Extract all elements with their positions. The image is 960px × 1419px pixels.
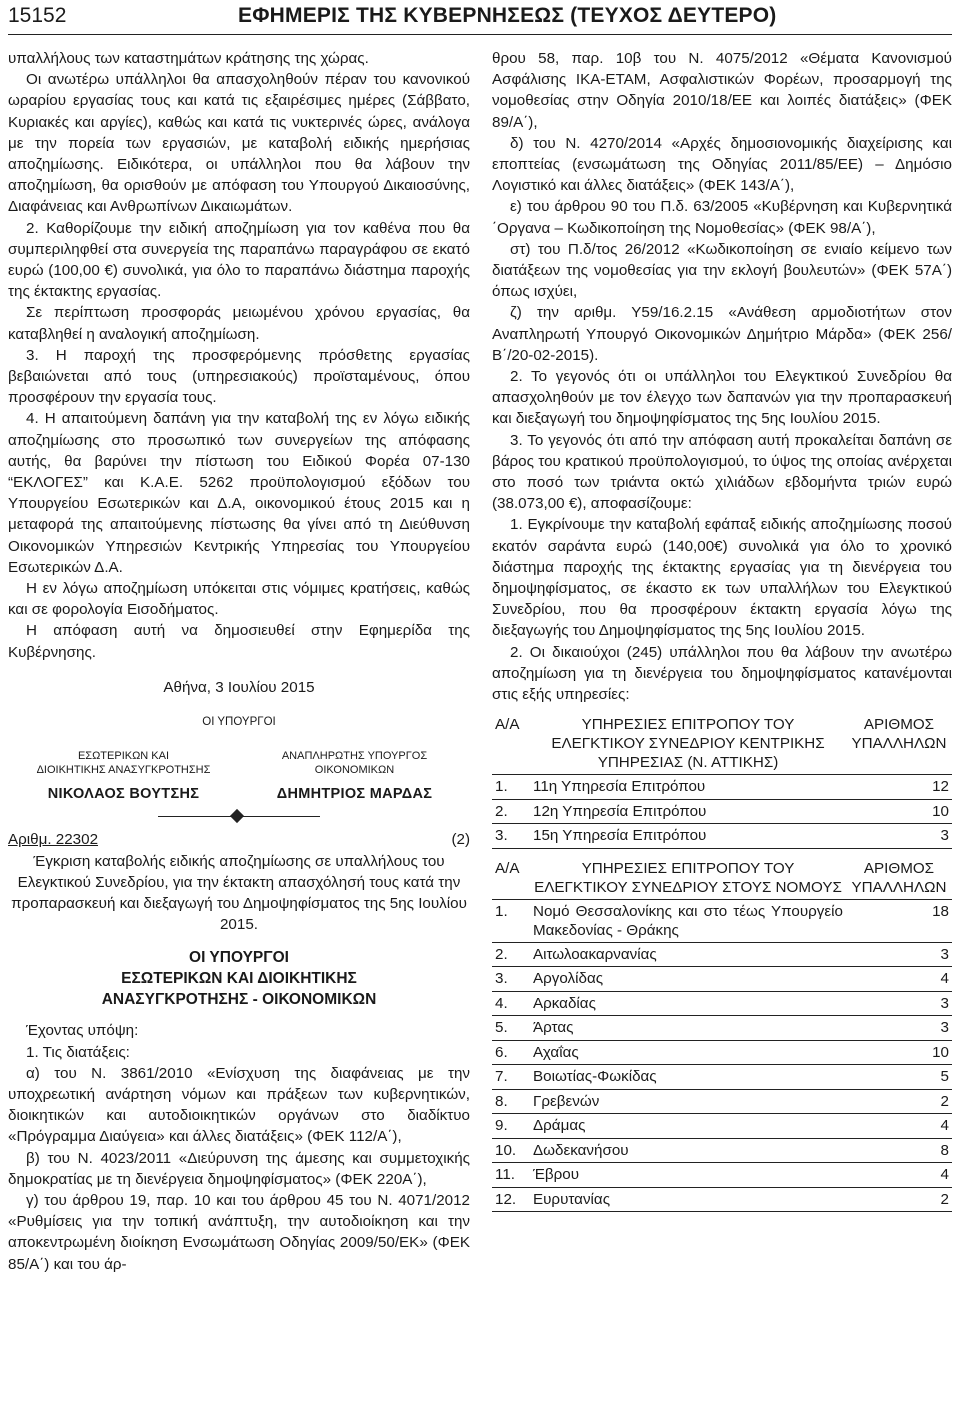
signature-right-name: ΔΗΜΗΤΡΙΟΣ ΜΑΡΔΑΣ: [276, 786, 433, 803]
decision-number-row: [8, 829, 470, 850]
table-row: [492, 1065, 952, 1090]
row-service: Αχαΐας: [530, 1040, 846, 1065]
row-count: 3: [846, 991, 952, 1016]
paragraph: υπαλλήλους των καταστημάτων κράτησης της χώρας.: [8, 50, 369, 67]
paragraph: 2. Καθορίζουμε την ειδική αποζημίωση για τον καθένα που θα συμπεριληφθεί στα συνεργεία της παραπάνω παραγράφου σε εκατό ευρώ (100,00 €) συνολικά, για όλο το παραπάνω διάστημα παροχής της έκτακτης εργασίας.: [8, 219, 470, 301]
paragraph: 1. Τις διατάξεις:: [26, 1043, 130, 1061]
paragraph: 4. Η απαιτούμενη δαπάνη για την καταβολή της εν λόγω ειδικής αποζημίωσης στο προσωπικό των συνεργείων της απόφασης αυτής, θα βαρύνει την πίστωση του Ειδικού Φορέα 07-130 “ΕΚΛΟΓΕΣ” και Κ.Α.Ε. 5262 προϋπολογισμού εξόδων του Υπουργείου Εσωτερικών και Δ.Α, οικονομικού έτους 2015 και η μεταφορά της απαιτούμενης πίστωσης θα γίνει από τη Διεύθυνση Οικονομικών Υπηρεσιών Κεντρικής Υπηρεσίας του Υπουργείου Εσωτερικών Δ.Α.: [8, 410, 470, 576]
gazette-title: ΕΦΗΜΕΡΙΣ ΤΗΣ ΚΥΒΕΡΝΗΣΕΩΣ (ΤΕΥΧΟΣ ΔΕΥΤΕΡΟ): [238, 4, 777, 27]
paragraph: στ) του Π.δ/τος 26/2012 «Κωδικοποίηση σε ενιαίο κείμενο των διατάξεων της νομοθεσίας για την εκλογή βουλευτών» (ΦΕΚ 57Α΄) όπως ισχύει,: [492, 240, 952, 301]
paragraph: ε) του άρθρου 90 του Π.δ. 63/2005 «Κυβέρνηση και Κυβερνητικά ΄Οργανα – Κωδικοποίηση της Νομοθεσίας» (ΦΕΚ 98/Α΄),: [492, 198, 952, 237]
row-service: 11η Υπηρεσία Επιτρόπου: [530, 775, 846, 800]
row-count: 3: [846, 824, 952, 849]
row-service: Δωδεκανήσου: [530, 1138, 846, 1163]
table-row: [492, 799, 952, 824]
row-count: 3: [846, 942, 952, 967]
page-number: 15152: [8, 4, 67, 27]
table-row: [492, 991, 952, 1016]
row-service: Αρκαδίας: [530, 991, 846, 1016]
signature-left-title: ΕΣΩΤΕΡΙΚΩΝ ΚΑΙ: [77, 750, 170, 763]
row-number: 12.: [492, 1187, 530, 1212]
row-service: Δράμας: [530, 1114, 846, 1139]
signature-right-title: ΑΝΑΠΛΗΡΩΤΗΣ ΥΠΟΥΡΓΟΣ: [281, 750, 428, 763]
row-service: Βοιωτίας-Φωκίδας: [530, 1065, 846, 1090]
paragraph: 3. Η παροχή της προσφερόμενης πρόσθετης εργασίας βεβαιώνεται από τους (υπηρεσιακούς) προϊσταμένους, όπου προσφέρουν την εργασία τους.: [8, 346, 470, 407]
table-row: [492, 1089, 952, 1114]
central-services-table: [492, 713, 952, 849]
table-row: [492, 775, 952, 800]
left-column: [8, 48, 470, 1275]
column-header-number: Α/Α: [492, 857, 530, 900]
row-service: Αργολίδας: [530, 967, 846, 992]
table-row: [492, 967, 952, 992]
paragraph: Οι ανωτέρω υπάλληλοι θα απασχοληθούν πέραν του κανονικού ωραρίου εργασίας τους και κατά τις εξαιρέσιμες ημέρες (Σάββατο, Κυριακές και αργίες), καθώς και κατά τις νυκτερινές ώρες, ανάλογα με την πορεία των εργασιών, με καταβολή ειδικής ημερήσιας αποζημίωσης. Ειδικότερα, οι υπάλληλοι που θα λάβουν την αποζημίωση, θα ορισθούν με απόφαση του Υπουργού Δικαιοσύνης, Διαφάνειας και Ανθρωπίνων Δικαιωμάτων.: [8, 71, 470, 216]
row-service: Νομό Θεσσαλονίκης και στο τέως Υπουργείο Μακεδονίας - Θράκης: [530, 899, 846, 942]
row-number: 10.: [492, 1138, 530, 1163]
row-service: Ευρυτανίας: [530, 1187, 846, 1212]
table-header-row: [492, 857, 952, 900]
heading-line: ΟΙ ΥΠΟΥΡΓΟΙ: [189, 949, 289, 967]
row-number: 2.: [492, 799, 530, 824]
signature-right: [239, 749, 470, 801]
row-service: Άρτας: [530, 1016, 846, 1041]
signature-right-title: ΟΙΚΟΝΟΜΙΚΩΝ: [314, 764, 395, 777]
row-count: 4: [846, 1114, 952, 1139]
row-number: 5.: [492, 1016, 530, 1041]
paragraph: ζ) την αριθμ. Υ59/16.2.15 «Ανάθεση αρμοδιοτήτων στον Αναπληρωτή Υπουργό Οικονομικών Δημήτριο Μάρδα» (ΦΕΚ 256/Β΄/20-02-2015).: [492, 304, 952, 364]
row-number: 8.: [492, 1089, 530, 1114]
heading-line: ΑΝΑΣΥΓΚΡΟΤΗΣΗΣ - ΟΙΚΟΝΟΜΙΚΩΝ: [101, 991, 377, 1009]
table-row: [492, 1187, 952, 1212]
row-number: 4.: [492, 991, 530, 1016]
table-row: [492, 824, 952, 849]
decision-title: Έγκριση καταβολής ειδικής αποζημίωσης σε υπαλλήλους του Ελεγκτικού Συνεδρίου, για την έκτακτη απασχόλησή τους κατά την προπαρασκευή και διεξαγωγή του Δημοψηφίσματος της 5ης Ιουλίου 2015.: [11, 852, 467, 934]
row-service: Αιτωλοακαρνανίας: [530, 942, 846, 967]
table-row: [492, 1114, 952, 1139]
row-number: 11.: [492, 1163, 530, 1188]
signature-left-title: ΔΙΟΙΚΗΤΙΚΗΣ ΑΝΑΣΥΓΚΡΟΤΗΣΗΣ: [36, 764, 211, 777]
signature-place-date: Αθήνα, 3 Ιουλίου 2015: [163, 678, 315, 696]
section-divider: [8, 807, 470, 825]
row-count: 3: [846, 1016, 952, 1041]
paragraph: θρου 58, παρ. 10β του Ν. 4075/2012 «Θέματα Κανονισμού Ασφάλισης ΙΚΑ-ΕΤΑΜ, Ασφαλιστικών Φορέων, προσαρμογή της νομοθεσίας στην Οδηγία 2010/18/ΕΕ και λοιπές διατάξεις» (ΦΕΚ 89/Α΄),: [492, 50, 952, 131]
table-row: [492, 1040, 952, 1065]
table-row: [492, 1138, 952, 1163]
row-number: 6.: [492, 1040, 530, 1065]
paragraph: α) του Ν. 3861/2010 «Ενίσχυση της διαφάνειας με την υποχρεωτική ανάρτηση νόμων και πράξεων των κυβερνητικών, διοικητικών και αυτοδιοικητικών οργάνων στο διαδίκτυο «Πρόγραμμα Διαύγεια» και άλλες διατάξεις» (ΦΕΚ 112/Α΄),: [8, 1064, 470, 1146]
paragraph: β) του Ν. 4023/2011 «Διεύρυνση της άμεσης και συμμετοχικής δημοκρατίας με τη διενέργεια δημοψηφίσματος» (ΦΕΚ 220Α΄),: [8, 1149, 470, 1188]
signature-ministers-heading: ΟΙ ΥΠΟΥΡΓΟΙ: [202, 716, 276, 729]
row-service: 12η Υπηρεσία Επιτρόπου: [530, 799, 846, 824]
heading-line: ΕΣΩΤΕΡΙΚΩΝ ΚΑΙ ΔΙΟΙΚΗΤΙΚΗΣ: [121, 970, 357, 988]
signature-left: [8, 749, 239, 801]
page-header: [8, 0, 952, 35]
table-header-row: [492, 713, 952, 775]
signature-block: [8, 749, 470, 801]
decision-sequence: (2): [451, 831, 470, 849]
paragraph: 2. Οι δικαιούχοι (245) υπάλληλοι που θα λάβουν την ανωτέρω αποζημίωση για τη διενέργεια του δημοψηφίσματος κατανέμονται στις εξής υπηρεσίες:: [492, 643, 952, 704]
column-header-service: ΥΠΗΡΕΣΙΕΣ ΕΠΙΤΡΟΠΟΥ ΤΟΥ ΕΛΕΓΚΤΙΚΟΥ ΣΥΝΕΔΡΙΟΥ ΣΤΟΥΣ ΝΟΜΟΥΣ: [530, 857, 846, 900]
row-number: 3.: [492, 824, 530, 849]
table-row: [492, 1016, 952, 1041]
paragraph: 1. Εγκρίνουμε την καταβολή εφάπαξ ειδικής αποζημίωσης ποσού εκατόν σαράντα ευρώ (140,00€) συνολικά για όλο το χρονικό διάστημα παροχής της έκτακτης εργασίας για τη διενέργεια του δημοψηφίσματος, σε έκαστο εκ των υπαλλήλων του Ελεγκτικού Συνεδρίου, που θα προσφέρουν έκτακτη εργασία λόγω της διεξαγωγής του Δημοψηφίσματος της 5ης Ιουλίου 2015.: [492, 516, 952, 640]
row-count: 18: [846, 899, 952, 942]
column-header-count: ΑΡΙΘΜΟΣ ΥΠΑΛΛΗΛΩΝ: [846, 713, 952, 775]
paragraph: Έχοντας υπόψη:: [26, 1022, 139, 1040]
row-count: 12: [846, 775, 952, 800]
column-header-service: ΥΠΗΡΕΣΙΕΣ ΕΠΙΤΡΟΠΟΥ ΤΟΥ ΕΛΕΓΚΤΙΚΟΥ ΣΥΝΕΔΡΙΟΥ ΚΕΝΤΡΙΚΗΣ ΥΠΗΡΕΣΙΑΣ (Ν. ΑΤΤΙΚΗΣ): [530, 713, 846, 775]
row-number: 9.: [492, 1114, 530, 1139]
row-number: 1.: [492, 899, 530, 942]
row-service: Έβρου: [530, 1163, 846, 1188]
paragraph: Η εν λόγω αποζημίωση υπόκειται στις νόμιμες κρατήσεις, καθώς και σε φορολογία Εισοδήματος.: [8, 580, 470, 619]
column-header-number: Α/Α: [492, 713, 530, 775]
table-row: [492, 942, 952, 967]
decision-number: Αριθμ. 22302: [8, 831, 99, 849]
decision-heading: [8, 947, 470, 1010]
paragraph: Η απόφαση αυτή να δημοσιευθεί στην Εφημερίδα της Κυβέρνησης.: [8, 622, 470, 661]
row-service: Γρεβενών: [530, 1089, 846, 1114]
row-count: 10: [846, 1040, 952, 1065]
row-number: 7.: [492, 1065, 530, 1090]
row-number: 1.: [492, 775, 530, 800]
table-row: [492, 1163, 952, 1188]
row-count: 10: [846, 799, 952, 824]
row-count: 4: [846, 967, 952, 992]
table-row: [492, 899, 952, 942]
row-count: 2: [846, 1187, 952, 1212]
row-count: 5: [846, 1065, 952, 1090]
paragraph: Σε περίπτωση προσφοράς μειωμένου χρόνου εργασίας, θα καταβληθεί η αναλογική αποζημίωση.: [8, 304, 470, 343]
row-count: 8: [846, 1138, 952, 1163]
row-number: 3.: [492, 967, 530, 992]
row-count: 4: [846, 1163, 952, 1188]
row-service: 15η Υπηρεσία Επιτρόπου: [530, 824, 846, 849]
paragraph: 3. Το γεγονός ότι από την απόφαση αυτή προκαλείται δαπάνη σε βάρος του κρατικού προϋπολογισμού, το ύψος της οποίας ανέρχεται στο ποσό των τριάντα οκτώ χιλιάδων εβδομήντα τριών ευρώ (38.073,00 €), αποφασίζουμε:: [492, 431, 952, 513]
column-header-count: ΑΡΙΘΜΟΣ ΥΠΑΛΛΗΛΩΝ: [846, 857, 952, 900]
row-number: 2.: [492, 942, 530, 967]
diamond-icon: [230, 809, 244, 823]
signature-left-name: ΝΙΚΟΛΑΟΣ ΒΟΥΤΣΗΣ: [47, 786, 200, 803]
paragraph: δ) του Ν. 4270/2014 «Αρχές δημοσιονομικής διαχείρισης και εποπτείας (ενσωμάτωση της Οδηγίας 2011/85/ΕΕ) – Δημόσιο Λογιστικό και άλλες διατάξεις» (ΦΕΚ 143/Α΄),: [492, 134, 952, 195]
row-count: 2: [846, 1089, 952, 1114]
paragraph: 2. Το γεγονός ότι οι υπάλληλοι του Ελεγκτικού Συνεδρίου θα απασχοληθούν με τον έλεγχο των δαπανών για την προπαρασκευή και διεξαγωγή του δημοψηφίσματος της 5ης Ιουλίου 2015.: [492, 368, 952, 428]
paragraph: γ) του άρθρου 19, παρ. 10 και του άρθρου 45 του Ν. 4071/2012 «Ρυθμίσεις για την τοπική ανάπτυξη, την αυτοδιοίκηση και την αποκεντρωμένη διοίκηση Ενσωμάτωση Οδηγίας 2009/50/ΕΚ» (ΦΕΚ 85/Α΄) και του άρ-: [8, 1191, 470, 1273]
right-column: [492, 48, 952, 1212]
prefecture-services-table: [492, 857, 952, 1213]
